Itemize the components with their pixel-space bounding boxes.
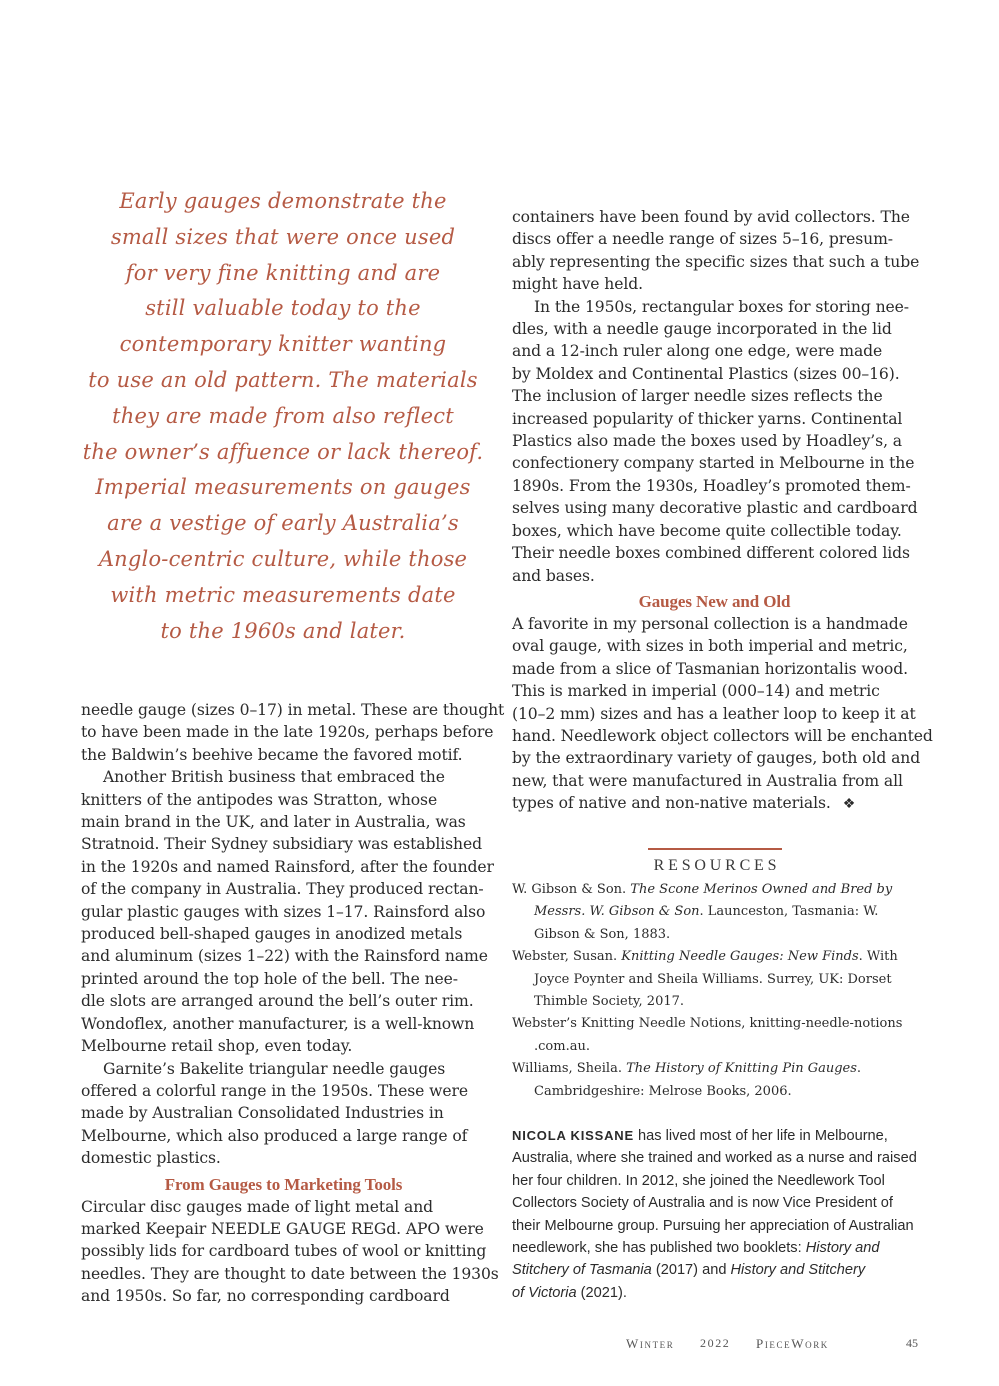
paragraph (81, 1058, 491, 1170)
resource-item (512, 1013, 922, 1058)
text-line: oval gauge, with sizes in both imperial and metric, (512, 637, 908, 656)
author-bio (512, 1125, 932, 1304)
footer-year: 2022 (700, 1336, 731, 1350)
bio-text: has lived most of her life in Melbourne, (633, 1128, 888, 1144)
text-line: dles, with a needle gauge incorporated in the lid (512, 320, 892, 339)
text-line: new, that were manufactured in Australia from all (512, 771, 903, 790)
text-line: made from a slice of Tasmanian horizontalis wood. (512, 659, 908, 678)
footer-season: Winter (626, 1336, 675, 1351)
pull-quote-line: contemporary knitter wanting (119, 332, 447, 357)
text-line: Circular disc gauges made of light metal and (81, 1197, 434, 1216)
pull-quote-line: with metric measurements date (110, 582, 456, 607)
text-line (512, 792, 922, 815)
pull-quote (82, 184, 484, 649)
footer-magazine: PieceWork (756, 1336, 829, 1351)
text-line: and bases. (512, 566, 595, 585)
pull-quote-line: Imperial measurements on gauges (95, 475, 471, 500)
resources-list (512, 879, 922, 1103)
bio-text: needlework, she has published two booklets: (512, 1240, 806, 1257)
resource-publisher: Cambridgeshire: Melrose Books, 2006. (534, 1083, 792, 1099)
text-line: The inclusion of larger needle sizes reflects the (512, 387, 883, 406)
text-line: to have been made in the late 1920s, perhaps before (81, 723, 494, 742)
pull-quote-line: the owner’s affuence or lack thereof. (82, 439, 484, 464)
resource-publisher: Gibson & Son, 1883. (534, 926, 671, 942)
paragraph (512, 296, 922, 587)
text-line: boxes, which have become quite collectible today. (512, 521, 902, 540)
bio-text: (2017) and (651, 1262, 731, 1279)
text-line: dle slots are arranged around the bell’s outer rim. (81, 992, 474, 1011)
text-line: A favorite in my personal collection is a handmade (512, 614, 908, 633)
text-line: and aluminum (sizes 1–22) with the Rainsford name (81, 947, 488, 966)
resource-item (512, 879, 922, 946)
section-heading-marketing-tools: From Gauges to Marketing Tools (164, 1174, 403, 1194)
booklet-title: History and (805, 1240, 880, 1257)
author-name: NICOLA KISSANE (512, 1128, 634, 1143)
text-line: possibly lids for cardboard tubes of wool or knitting (81, 1242, 487, 1261)
bio-text: Australia, where she trained and worked as a nurse and raised (512, 1150, 917, 1167)
bio-text: her four children. In 2012, she joined the Needlework Tool (512, 1172, 885, 1189)
text-line: types of native and non-native materials. (512, 794, 831, 813)
text-line: gular plastic gauges with sizes 1–17. Rainsford also (81, 902, 486, 921)
resource-title: The History of Knitting Pin Gauges (626, 1061, 857, 1077)
text-line: selves using many decorative plastic and cardboard (512, 499, 918, 518)
booklet-title: History and Stitchery (730, 1262, 866, 1279)
resource-title: The Scone Merinos Owned and Bred by (630, 882, 893, 897)
pull-quote-line: still valuable today to the (145, 296, 421, 321)
text-line: confectionery company started in Melbourne in the (512, 454, 915, 473)
text-line: This is marked in imperial (000–14) and metric (512, 682, 880, 701)
resource-title: Messrs. W. Gibson & Son (534, 904, 700, 920)
text-line: 1890s. From the 1930s, Hoadley’s promoted them- (512, 476, 911, 495)
right-column (512, 206, 933, 816)
bio-text: Collectors Society of Australia and is now Vice President of (512, 1195, 893, 1212)
resource-item (512, 1058, 922, 1103)
resource-publisher: Thimble Society, 2017. (534, 994, 685, 1010)
page-footer (560, 1336, 920, 1354)
text-line: domestic plastics. (81, 1149, 221, 1168)
section-heading-gauges-new-old: Gauges New and Old (638, 591, 791, 611)
resources-heading: RESOURCES (653, 857, 781, 874)
bio-text: their Melbourne group. Pursuing her appreciation of Australian (512, 1217, 914, 1234)
resource-item (512, 946, 922, 1013)
resource-author: Williams, Sheila. (512, 1061, 627, 1077)
text-line: and a 12-inch ruler along one edge, were made (512, 342, 883, 361)
text-line: ably representing the specific sizes that such a tube (512, 252, 920, 271)
pull-quote-line: Anglo-centric culture, while those (98, 546, 468, 571)
resource-title: Knitting Needle Gauges: New Finds (621, 949, 859, 965)
booklet-title: Stitchery of Tasmania (512, 1262, 652, 1279)
pull-quote-line: are a vestige of early Australia’s (107, 511, 459, 536)
text-line: needles. They are thought to date between the 1930s (81, 1264, 499, 1283)
text-line: Another British business that embraced the (103, 768, 445, 787)
resource-publisher: . Launceston, Tasmania: W. (699, 904, 879, 920)
resource-text: Webster’s Knitting Needle Notions, knitting-needle-notions (512, 1016, 903, 1032)
pull-quote-line: Early gauges demonstrate the (119, 189, 447, 213)
text-line: increased popularity of thicker yarns. Continental (512, 409, 903, 428)
text-line: of the company in Australia. They produced rectan- (81, 880, 484, 899)
booklet-title: of Victoria (512, 1284, 577, 1301)
text-line: needle gauge (sizes 0–17) in metal. These are thought (81, 701, 505, 719)
text-line: Melbourne retail shop, even today. (81, 1037, 353, 1056)
text-line: Their needle boxes combined different colored lids (512, 544, 910, 563)
text-line: Stratnoid. Their Sydney subsidiary was established (81, 835, 482, 854)
resource-text: .com.au. (534, 1038, 590, 1054)
text-line: marked Keepair NEEDLE GAUGE REGd. APO were (81, 1219, 484, 1238)
text-line: knitters of the antipodes was Stratton, whose (81, 790, 438, 809)
text-line: made by Australian Consolidated Industries in (81, 1104, 444, 1123)
text-line: (10–2 mm) sizes and has a leather loop to keep it at (512, 704, 916, 723)
paragraph (81, 699, 505, 766)
text-line: containers have been found by avid collectors. The (512, 208, 910, 226)
page-number: 45 (906, 1336, 918, 1350)
text-line: by the extraordinary variety of gauges, both old and (512, 749, 921, 768)
text-line: Melbourne, which also produced a large range of (81, 1126, 468, 1145)
resource-text: Joyce Poynter and Sheila Williams. Surrey, UK: Dorset (534, 971, 892, 987)
paragraph (512, 206, 922, 296)
pull-quote-line: to use an old pattern. The materials (88, 367, 478, 392)
text-line: and 1950s. So far, no corresponding cardboard (81, 1287, 450, 1306)
text-line: by Moldex and Continental Plastics (sizes 00–16). (512, 364, 900, 383)
pull-quote-line: they are made from also reflect (112, 403, 454, 428)
text-line: Plastics also made the boxes used by Hoadley’s, a (512, 432, 902, 451)
text-line: the Baldwin’s beehive became the favored motif. (81, 745, 463, 764)
text-line: discs offer a needle range of sizes 5–16, presum- (512, 230, 893, 249)
text-line: Garnite’s Bakelite triangular needle gauges (103, 1059, 446, 1078)
text-line: main brand in the UK, and later in Australia, was (81, 813, 466, 832)
resource-author: W. Gibson & Son. (512, 882, 631, 897)
end-mark-icon: ❖ (842, 796, 856, 813)
paragraph (81, 1196, 499, 1308)
resource-text: . (856, 1061, 862, 1077)
text-line: printed around the top hole of the bell. The nee- (81, 969, 458, 988)
text-line: Wondoflex, another manufacturer, is a well-known (81, 1014, 475, 1033)
text-line: hand. Needlework object collectors will be enchanted (512, 726, 933, 745)
pull-quote-line: to the 1960s and later. (160, 618, 406, 643)
text-line: In the 1950s, rectangular boxes for storing nee- (534, 297, 909, 316)
text-line: offered a colorful range in the 1950s. These were (81, 1081, 469, 1100)
pull-quote-line: small sizes that were once used (110, 224, 456, 249)
bio-text: (2021). (576, 1284, 627, 1301)
paragraph (81, 766, 494, 1057)
resources-divider (648, 848, 782, 850)
pull-quote-line: for very fine knitting and are (125, 260, 441, 285)
text-line: might have held. (512, 275, 643, 294)
resource-text: . With (858, 949, 898, 965)
text-line: produced bell-shaped gauges in anodized metals (81, 925, 463, 944)
text-line: in the 1920s and named Rainsford, after the founder (81, 857, 494, 876)
left-column (81, 699, 505, 1308)
resource-author: Webster, Susan. (512, 949, 622, 965)
paragraph (512, 613, 933, 816)
